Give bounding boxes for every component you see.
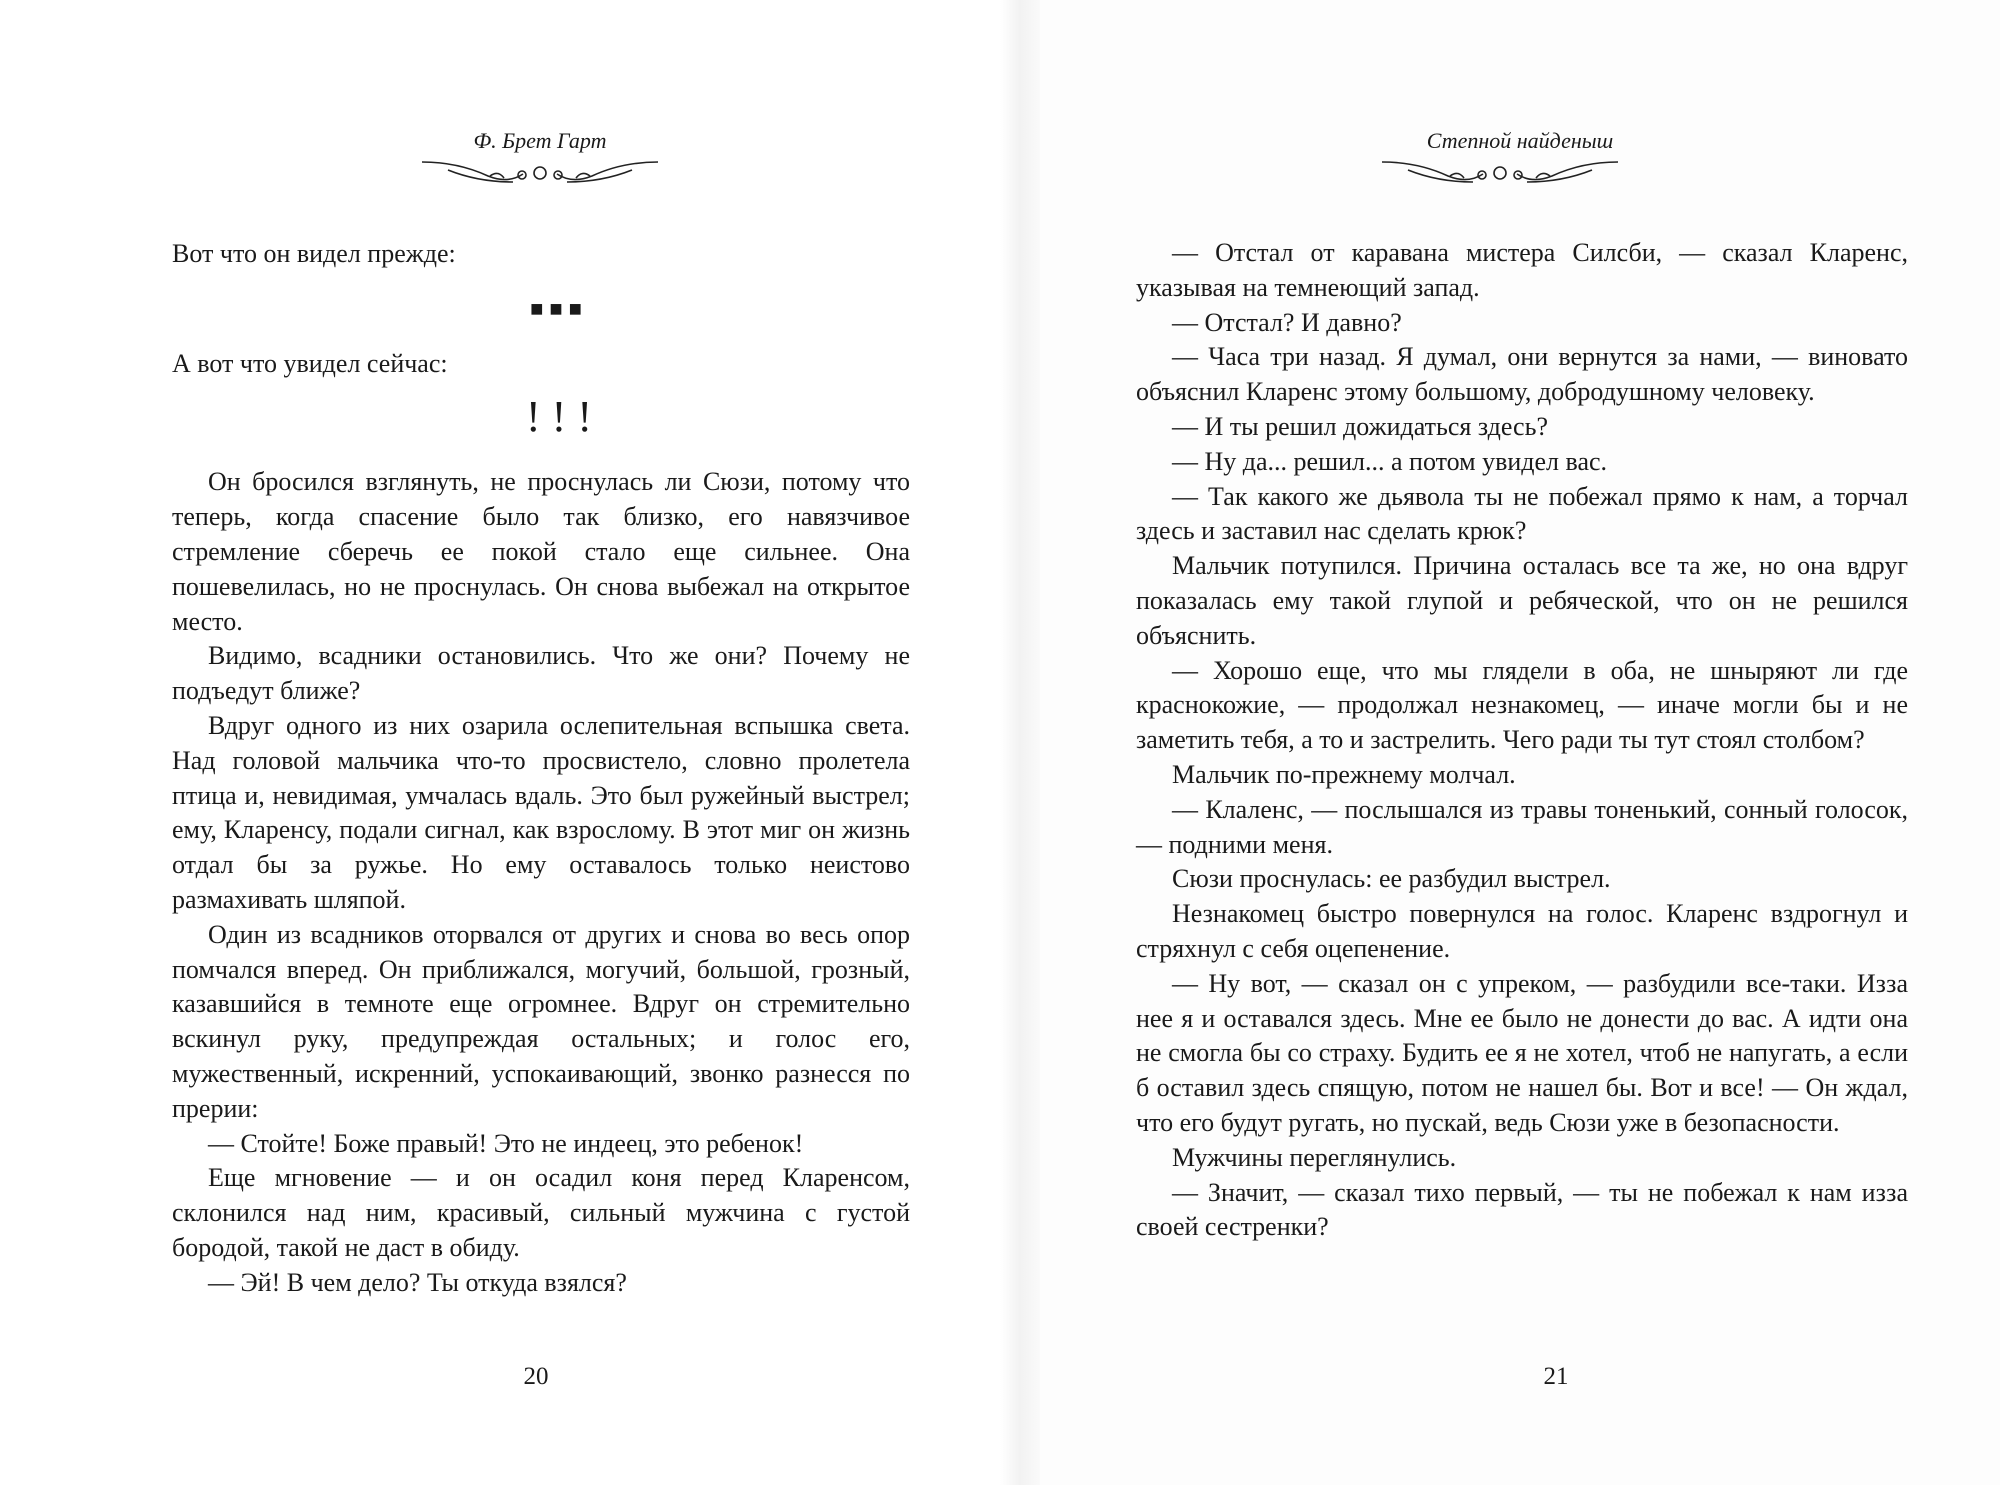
intro-before: Вот что он видел прежде: (172, 239, 456, 268)
paragraph: — И ты решил дожидаться здесь? (1172, 411, 1548, 441)
paragraph: Еще мгновение — и он осадил коня перед Кларенсом, склонился над ним, красивый, сильный мужчина с густой бородой, такой не даст в обиду. (172, 1163, 910, 1262)
book-gutter (1000, 0, 1040, 1485)
paragraph: Один из всадников оторвался от других и снова во весь опор помчался вперед. Он приближался, могучий, большой, грозный, казавшийся в темноте еще огромнее. Вдруг он стремительно вскинул руку, предупреждая остальных; и голос его, мужественный, искренний, успокаивающий, звонко разнесся по прерии: (172, 919, 910, 1123)
paragraph: Сюзи проснулась: ее разбудил выстрел. (1172, 864, 1611, 894)
paragraph: — Значит, — сказал тихо первый, — ты не побежал к нам изза своей сестренки? (1136, 1177, 1908, 1242)
paragraph: Мужчины переглянулись. (1172, 1142, 1457, 1172)
paragraph: Вдруг одного из них озарила ослепительная вспышка света. Над головой мальчика что-то просвистело, словно пролетела птица и, невидимая, умчалась вдаль. Это был ружейный выстрел; ему, Кларенсу, подали сигнал, как взрослому. В этот миг он жизнь отдал бы за ружье. Но ему оставалось только неистово размахивать шляпой. (172, 710, 910, 914)
running-head-author: Ф. Брет Гарт (473, 128, 607, 153)
flourish-ornament-icon (418, 156, 662, 190)
paragraph: Он бросился взглянуть, не проснулась ли Сюзи, потому что теперь, когда спасение было так близко, его навязчивое стремление сберечь ее покой стало еще сильнее. Она пошевелилась, но не проснулась. Он снова выбежал на открытое место. (172, 467, 910, 636)
paragraph: — Хорошо еще, что мы глядели в оба, не шныряют ли где краснокожие, — продолжал незнакомец, — иначе могли бы и не заметить тебя, а то и застрелить. Чего ради ты тут стоял столбом? (1136, 655, 1908, 755)
paragraph: — Ну да... решил... а потом увидел вас. (1172, 446, 1608, 476)
paragraph: Незнакомец быстро повернулся на голос. Кларенс вздрогнул и стряхнул с себя оцепенение. (1136, 899, 1908, 963)
paragraph: — Клаленс, — послышался из травы тоненький, сонный голосок, — подними меня. (1136, 794, 1908, 859)
paragraph: Мальчик потупился. Причина осталась все та же, но она вдруг показалась ему такой глупой и ребяческой, что он не решился объяснить. (1136, 551, 1908, 650)
running-head-title: Степной найденыш (1426, 128, 1614, 153)
paragraph: Видимо, всадники остановились. Что же они? Почему не подъедут ближе? (172, 641, 910, 706)
page-number-left: 20 (523, 1363, 549, 1390)
mark-exclamations: ! ! ! (526, 392, 592, 442)
right-page (1040, 0, 2000, 1485)
paragraph: Мальчик по-прежнему молчал. (1172, 759, 1516, 789)
mark-squares: ■■■ (530, 295, 588, 321)
paragraph: — Так какого же дьявола ты не побежал прямо к нам, а торчал здесь и заставил нас сделать крюк? (1136, 481, 1908, 546)
paragraph: — Эй! В чем дело? Ты откуда взялся? (208, 1267, 627, 1297)
left-page-body (172, 237, 910, 1301)
right-page-body (1136, 236, 1908, 1245)
page-number-right: 21 (1543, 1363, 1569, 1390)
flourish-ornament-icon (1378, 156, 1622, 190)
paragraph: — Отстал от каравана мистера Силсби, — сказал Кларенс, указывая на темнеющий запад. (1136, 238, 1908, 302)
paragraph: — Ну вот, — сказал он с упреком, — разбудили все-таки. Изза нее я и оставался здесь. Мне ее было не донести до вас. А идти она не смогла бы со страху. Будить ее я не хотел, чтоб не напугать, а если б оставил здесь спящую, потом не нашел бы. Вот и все! — Он ждал, что его будут ругать, но пускай, ведь Сюзи уже в безопасности. (1136, 968, 1908, 1137)
paragraph: — Часа три назад. Я думал, они вернутся за нами, — виновато объяснил Кларенс этому большому, добродушному человеку. (1136, 342, 1908, 407)
intro-now: А вот что увидел сейчас: (172, 348, 448, 378)
paragraph: — Отстал? И давно? (1172, 307, 1402, 337)
paragraph: — Стойте! Боже правый! Это не индеец, это ребенок! (208, 1128, 804, 1158)
